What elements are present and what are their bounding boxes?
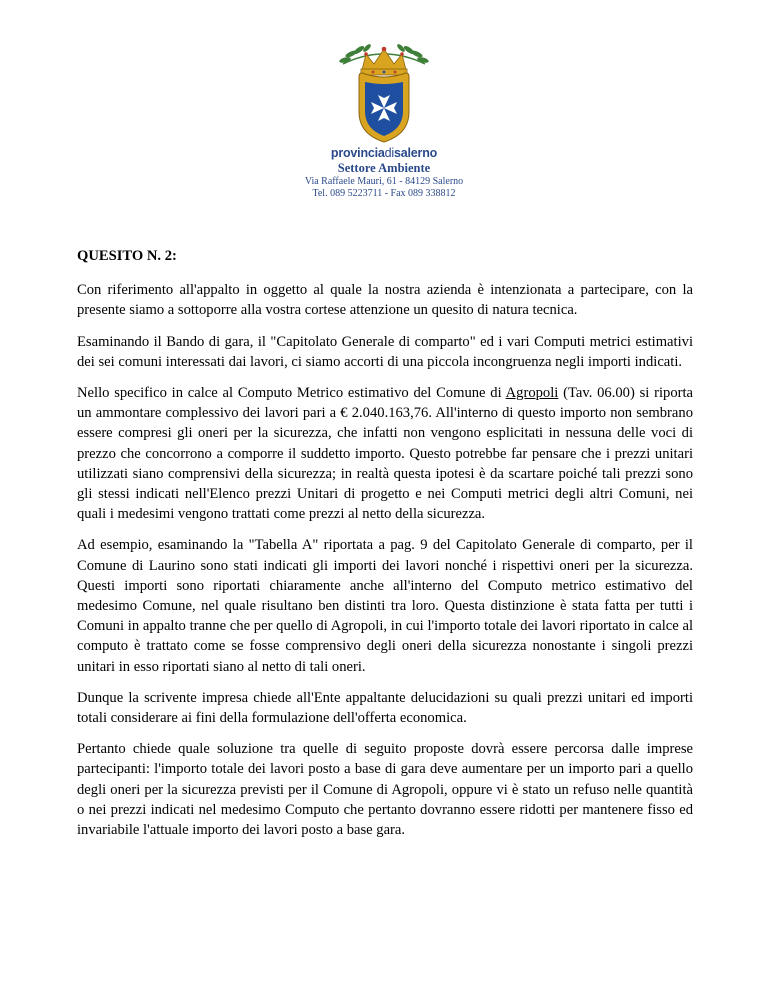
letterhead [0, 40, 768, 200]
paragraph-5: Dunque la scrivente impresa chiede all'Ente appaltante delucidazioni su quali prezzi unitari ed importi totali considerare ai fini della formulazione dell'offerta economica. [77, 689, 693, 727]
paragraph-4: Ad esempio, esaminando la "Tabella A" riportata a pag. 9 del Capitolato Generale di comparto, per il Comune di Laurino sono stati indicati gli importi dei lavori nonché i rispettivi oneri per la sicurezza. Questi importi sono riportati chiaramente anche all'interno del Computo metrico estimativo del medesimo Comune, nel quale risultano ben distinti tra loro. Questa distinzione è stata fatta per tutti i Comuni in appalto tranne che per quello di Agropoli, in cui l'importo totale dei lavori riportato in calce al computo è trattato come se fosse comprensivo degli oneri della sicurezza nonostante i singoli prezzi unitari in esso riportati siano al netto di tali oneri. [77, 537, 693, 675]
paragraph-2: Esaminando il Bando di gara, il "Capitolato Generale di comparto" ed i vari Computi metrici estimativi dei sei comuni interessati dai lavori, ci siamo accorti di una piccola incongruenza negli importi indicati. [77, 333, 693, 370]
document-body [77, 246, 693, 851]
sector-name: Settore Ambiente [337, 161, 431, 175]
paragraph-6: Pertanto chiede quale soluzione tra quelle di seguito proposte dovrà essere percorsa dalle imprese partecipanti: l'importo totale dei lavori posto a base di gara deve aumentare per un importo pari a quello degli oneri per la sicurezza previsti per il Comune di Agropoli, oppure vi è stato un refuso nelle quantità o nei prezzi indicati nel medesimo Computo che pertanto dovranno essere ridotti per mantenere fisso ed invariabile l'attuale importo dei lavori posto a base gara. [77, 741, 693, 839]
shield [359, 73, 409, 142]
organization-name: provinciadisalerno [330, 146, 438, 160]
paragraph-1: Con riferimento all'appalto in oggetto al quale la nostra azienda è intenzionata a partecipare, con la presente siamo a sottoporre alla vostra cortese attenzione un quesito di natura tecnica. [77, 282, 693, 319]
crown [361, 47, 407, 75]
phone-line: Tel. 089 5223711 - Fax 089 338812 [312, 188, 456, 199]
paragraph-3: Nello specifico in calce al Computo Metrico estimativo del Comune di Agropoli (Tav. 06.00) si riporta un ammontare complessivo dei lavori pari a € 2.040.163,76. All'interno di questo importo non sembrano essere compresi gli oneri per la sicurezza, che infatti non vengono esplicitati in nessuna delle voci di prezzo che concorrono a comporre il suddetto importo. Questo potrebbe far pensare che i prezzi unitari utilizzati siano comprensivi della sicurezza; in realtà questa ipotesi è da scartare poiché tali prezzi sono gli stessi indicati nell'Elenco prezzi Unitari di progetto e nei Computi metrici degli altri Comuni, nei quali i medesimi vengono trattati come prezzi al netto della sicurezza. [77, 385, 694, 523]
agropoli-link[interactable]: Agropoli [505, 385, 559, 402]
document-title: QUESITO N. 2: [77, 248, 177, 264]
address-line: Via Raffaele Mauri, 61 - 84129 Salerno [304, 176, 464, 187]
provincia-salerno-crest-icon [329, 40, 439, 144]
